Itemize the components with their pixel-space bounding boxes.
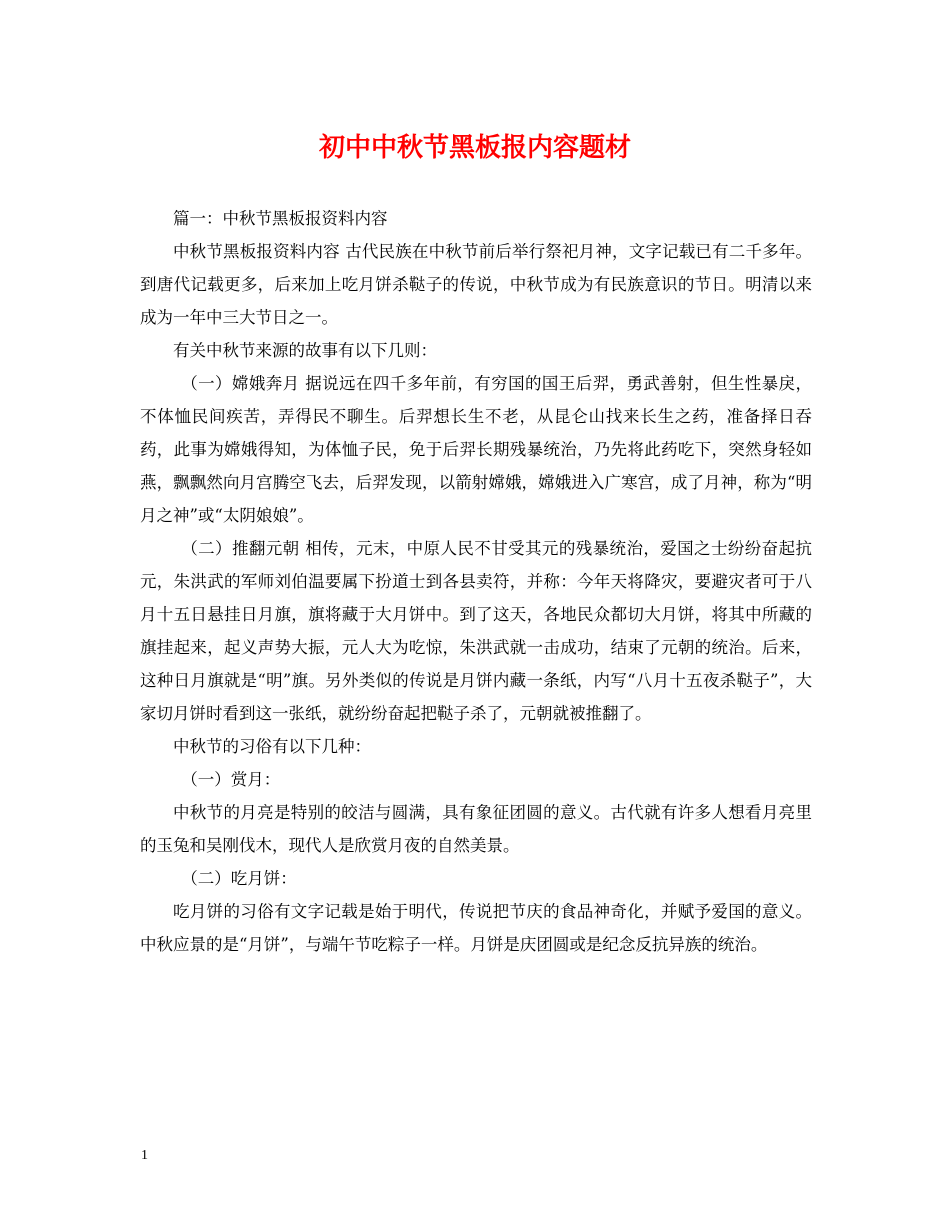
body-paragraph: 中秋节的月亮是特别的皎洁与圆满，具有象征团圆的意义。古代就有许多人想看月亮里的玉兔和吴刚伐木，现代人是欣赏月夜的自然美景。 (140, 803, 812, 855)
body-paragraph: 中秋节的习俗有以下几种： (173, 737, 371, 756)
body-paragraph: 有关中秋节来源的故事有以下几则： (173, 341, 437, 360)
document-title: 初中中秋节黑板报内容题材 (318, 133, 631, 163)
body-paragraph: （一）嫦娥奔月 据说远在四千多年前，有穷国的国王后羿，勇武善射，但生性暴戾，不体恤民间疾苦，弄得民不聊生。后羿想长生不老，从昆仑山找来长生之药，准备择日吞药，此事为嫦娥得知，为体恤子民，免于后羿长期残暴统治，乃先将此药吃下，突然身轻如燕，飘飘然向月宫腾空飞去，后羿发现，以箭射嫦娥，嫦娥进入广寒宫，成了月神，称为“明月之神”或“太阴娘娘”。 (140, 374, 812, 525)
document-body (140, 202, 812, 961)
section-heading: 篇一：中秋节黑板报资料内容 (173, 209, 388, 228)
subsection-heading: （一）赏月： (181, 770, 281, 789)
body-paragraph: 吃月饼的习俗有文字记载是始于明代，传说把节庆的食品神奇化，并赋予爱国的意义。 中秋应景的是“月饼”，与端午节吃粽子一样。月饼是庆团圆或是纪念反抗异族的统治。 (140, 902, 812, 954)
body-paragraph: 中秋节黑板报资料内容 古代民族在中秋节前后举行祭祀月神，文字记载已有二千多年。到唐代记载更多，后来加上吃月饼杀鞑子的传说，中秋节成为有民族意识的节日。明清以来成为一年中三大节日之一。 (140, 242, 812, 327)
subsection-heading: （二）吃月饼： (181, 869, 297, 888)
body-paragraph: （二）推翻元朝 相传，元末，中原人民不甘受其元的残暴统治，爱国之士纷纷奋起抗元，朱洪武的军师刘伯温要属下扮道士到各县卖符，并称：今年天将降灾，要避灾者可于八月十五日悬挂日月旗，旗将藏于大月饼中。到了这天，各地民众都切大月饼，将其中所藏的旗挂起来，起义声势大振，元人大为吃惊，朱洪武就一击成功，结束了元朝的统治。后来，这种日月旗就是“明”旗。另外类似的传说是月饼内藏一条纸，内写“八月十五夜杀鞑子”，大家切月饼时看到这一张纸，就纷纷奋起把鞑子杀了，元朝就被推翻了。 (140, 539, 812, 723)
page-number: 1 (141, 1148, 148, 1163)
